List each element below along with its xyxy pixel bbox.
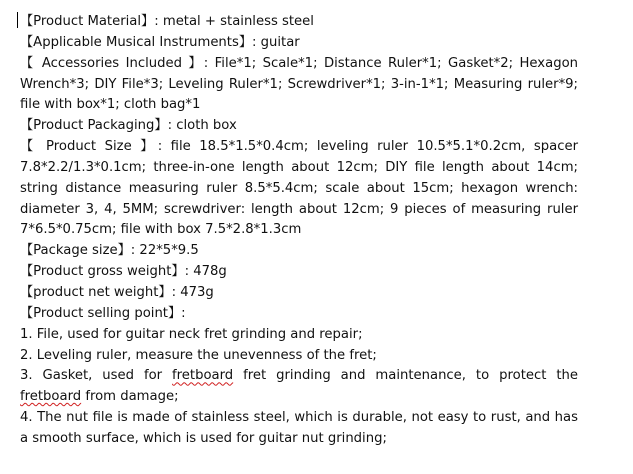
gross-weight-line: 【Product gross weight】: 478g — [20, 264, 227, 280]
spellcheck-fretboard-2[interactable]: fretboard — [20, 389, 82, 405]
package-size-line: 【Package size】: 22*5*9.5 — [20, 243, 199, 259]
packaging-line: 【Product Packaging】: cloth box — [20, 118, 237, 134]
spellcheck-fretboard-1[interactable]: fretboard — [172, 368, 234, 384]
document-body[interactable] — [20, 12, 578, 450]
instruments-line: 【Applicable Musical Instruments】: guitar — [20, 34, 300, 50]
selling-point-4: 4. The nut file is made of stainless steel, which is durable, not easy to rust, and has a smooth surface, which is used for guitar nut grinding; — [20, 410, 578, 446]
material-line — [20, 12, 578, 33]
selling-point-heading: 【Product selling point】: — [20, 305, 186, 321]
selling-point-3 — [20, 366, 578, 408]
selling-point-2: 2. Leveling ruler, measure the unevenness of the fret; — [20, 347, 377, 363]
point3-part-a: 3. Gasket, used for — [20, 368, 173, 384]
size-paragraph: 【 Product Size 】: file 18.5*1.5*0.4cm; leveling ruler 10.5*5.1*0.2cm, spacer 7.8*2.2/1.3*0.1cm; three-in-one length about 12cm; DIY file length about 14cm; string distance measuring ruler 8.5*5.4cm; scale about 15cm; hexagon wrench: diameter 3, 4, 5MM; screwdriver: length about 12cm; 9 pieces of measuring ruler 7*6.5*0.75cm; file with box 7.5*2.8*1.3cm — [20, 139, 578, 238]
net-weight-line: 【product net weight】: 473g — [20, 284, 214, 300]
accessories-paragraph: 【 Accessories Included 】: File*1; Scale*1; Distance Ruler*1; Gasket*2; Hexagon Wrench*3; DIY File*3; Leveling Ruler*1; Screwdriver*1; 3-in-1*1; Measuring ruler*9; file with box*1; cloth bag*1 — [20, 55, 578, 113]
text-cursor — [17, 12, 18, 28]
selling-point-1: 1. File, used for guitar neck fret grinding and repair; — [20, 326, 363, 342]
material-text: 【Product Material】: metal + stainless steel — [20, 14, 314, 29]
point3-part-c: fret grinding and maintenance, to protect the — [233, 368, 578, 384]
point3-part-e: from damage; — [81, 389, 179, 405]
